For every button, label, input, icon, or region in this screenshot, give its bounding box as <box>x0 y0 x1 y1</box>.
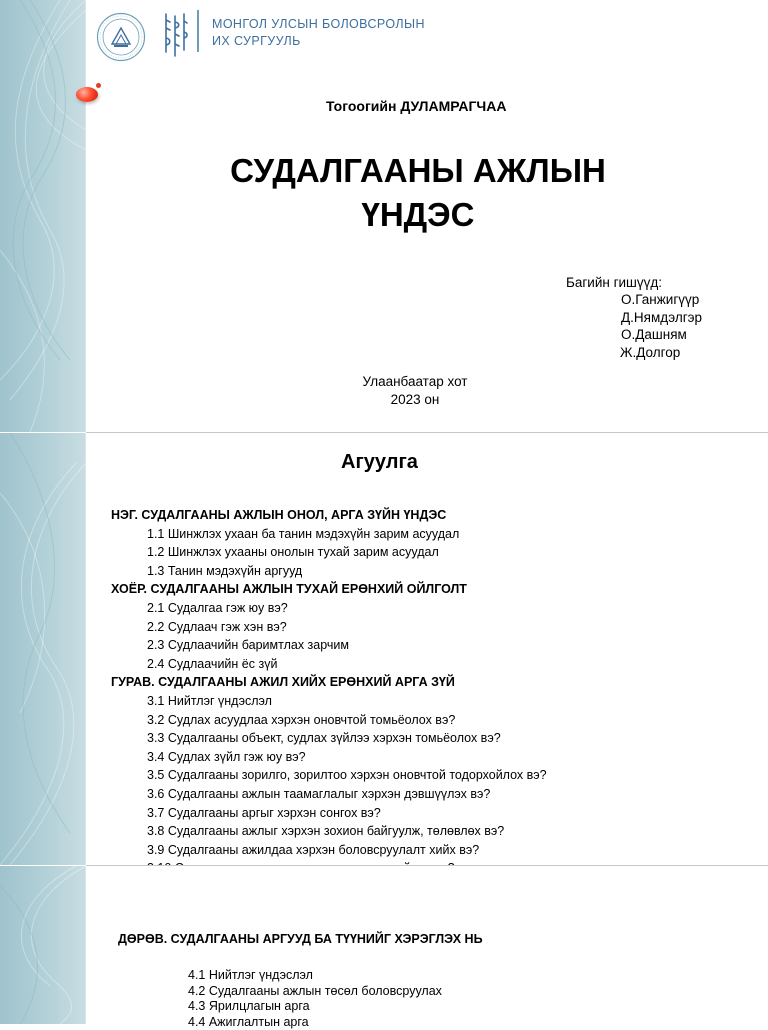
toc-section: НЭГ. СУДАЛГААНЫ АЖЛЫН ОНОЛ, АРГА ЗҮЙН ҮНДЭС <box>111 506 751 525</box>
toc-item: 1.2 Шинжлэх ухааны онолын тухай зарим асуудал <box>111 543 751 562</box>
contents-title: Агуулга <box>341 451 418 474</box>
slide-title-line-2: ҮНДЭС <box>150 194 686 236</box>
swirl-decoration <box>0 0 86 432</box>
university-name-line-2: ИХ СУРГУУЛЬ <box>212 33 425 50</box>
author-name: Тогоогийн ДУЛАМРАГЧАА <box>326 98 507 114</box>
toc-item: 3.4 Судлах зүйл гэж юу вэ? <box>111 748 751 767</box>
accent-ball <box>76 87 98 102</box>
table-of-contents <box>111 506 751 868</box>
toc-item: 2.4 Судлаачийн ёс зүй <box>111 655 751 674</box>
city-label: Улаанбаатар хот <box>300 374 530 389</box>
toc-item: 3.2 Судлах асуудлаа хэрхэн оновчтой томьёолох вэ? <box>111 711 751 730</box>
year-label: 2023 он <box>300 392 530 407</box>
team-member: Ж.Долгор <box>620 345 680 360</box>
toc-item: 3.1 Нийтлэг үндэслэл <box>111 692 751 711</box>
toc-item: 3.9 Судалгааны ажилдаа хэрхэн боловсруулалт хийх вэ? <box>111 841 751 860</box>
slide-title-line-1: СУДАЛГААНЫ АЖЛЫН <box>150 150 686 192</box>
toc-item: 4.3 Ярилцлагын арга <box>118 999 758 1015</box>
team-member: О.Ганжигүүр <box>621 292 699 307</box>
team-member: Д.Нямдэлгэр <box>621 310 702 325</box>
toc-item: 2.1 Судалгаа гэж юу вэ? <box>111 599 751 618</box>
swirl-decoration <box>0 433 86 865</box>
header-divider <box>197 10 199 52</box>
decorative-sidebar <box>0 0 86 432</box>
team-members-label: Багийн гишүүд: <box>566 275 662 290</box>
toc-item: 3.5 Судалгааны зорилго, зорилтоо хэрхэн оновчтой тодорхойлох вэ? <box>111 766 751 785</box>
university-name-line-1: МОНГОЛ УЛСЫН БОЛОВСРОЛЫН <box>212 16 425 33</box>
toc-item: 4.2 Судалгааны ажлын төсөл боловсруулах <box>118 984 758 1000</box>
university-name <box>212 16 425 50</box>
toc-item: 4.1 Нийтлэг үндэслэл <box>118 968 758 984</box>
decorative-sidebar <box>0 866 86 1024</box>
contents-continued-slide <box>0 866 768 1024</box>
toc-item: 1.1 Шинжлэх ухаан ба танин мэдэхүйн зарим асуудал <box>111 525 751 544</box>
title-slide <box>0 0 768 432</box>
accent-dot <box>96 83 101 88</box>
toc-item: 1.3 Танин мэдэхүйн аргууд <box>111 562 751 581</box>
mongol-script-logo <box>160 12 190 63</box>
toc-item: 3.7 Судалгааны аргыг хэрхэн сонгох вэ? <box>111 804 751 823</box>
university-seal-logo <box>96 12 146 67</box>
toc-item: 2.2 Судлаач гэж хэн вэ? <box>111 618 751 637</box>
toc-item: 2.3 Судлаачийн баримтлах зарчим <box>111 636 751 655</box>
decorative-sidebar <box>0 433 86 865</box>
toc-section: ГУРАВ. СУДАЛГААНЫ АЖИЛ ХИЙХ ЕРӨНХИЙ АРГА ЗҮЙ <box>111 673 751 692</box>
toc-item: 3.3 Судалгааны объект, судлах зүйлээ хэрхэн томьёолох вэ? <box>111 729 751 748</box>
toc-section: ДӨРӨВ. СУДАЛГААНЫ АРГУУД БА ТҮҮНИЙГ ХЭРЭГЛЭХ НЬ <box>118 932 758 946</box>
swirl-decoration <box>0 866 86 1024</box>
contents-slide <box>0 433 768 865</box>
team-member: О.Дашням <box>621 327 687 342</box>
toc-item: 3.6 Судалгааны ажлын таамаглалыг хэрхэн дэвшүүлэх вэ? <box>111 785 751 804</box>
toc-section: ХОЁР. СУДАЛГААНЫ АЖЛЫН ТУХАЙ ЕРӨНХИЙ ОЙЛГОЛТ <box>111 580 751 599</box>
toc-item: 4.4 Ажиглалтын арга <box>118 1015 758 1030</box>
toc-item: 3.8 Судалгааны ажлыг хэрхэн зохион байгуулж, төлөвлөх вэ? <box>111 822 751 841</box>
table-of-contents-continued <box>118 932 758 1030</box>
